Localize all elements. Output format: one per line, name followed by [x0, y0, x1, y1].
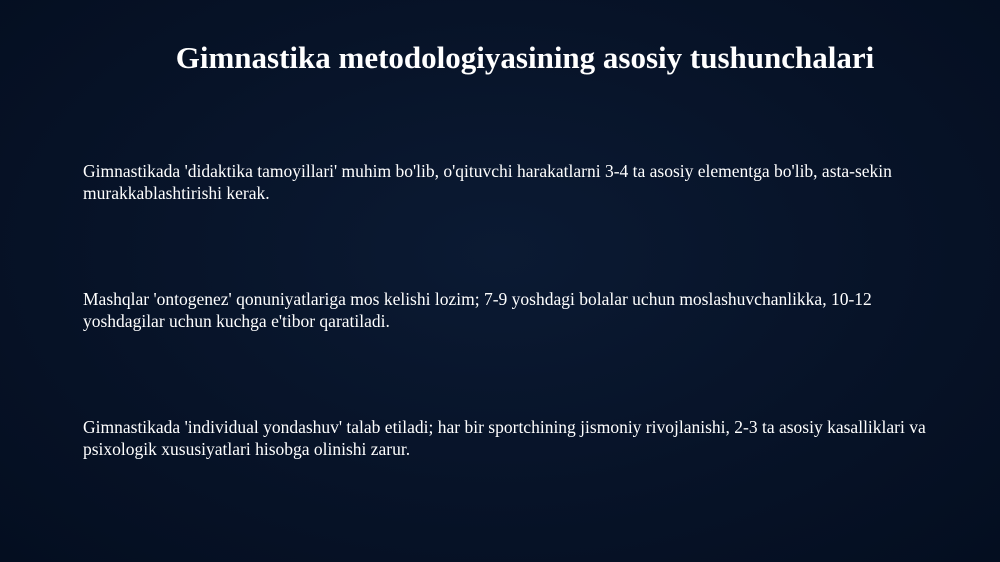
- paragraph-individual-approach: Gimnastikada 'individual yondashuv' talab etiladi; har bir sportchining jismoniy rivojlanishi, 2-3 ta asosiy kasalliklari va psixologik xususiyatlari hisobga olinishi zarur.: [83, 417, 926, 459]
- slide-title: Gimnastika metodologiyasining asosiy tushunchalari: [175, 40, 875, 75]
- paragraph-didactics: Gimnastikada 'didaktika tamoyillari' muhim bo'lib, o'qituvchi harakatlarni 3-4 ta asosiy elementga bo'lib, asta-sekin murakkablashtirishi kerak.: [83, 161, 892, 203]
- paragraph-ontogenesis: Mashqlar 'ontogenez' qonuniyatlariga mos kelishi lozim; 7-9 yoshdagi bolalar uchun moslashuvchanlikka, 10-12 yoshdagilar uchun kuchga e'tibor qaratiladi.: [83, 289, 872, 331]
